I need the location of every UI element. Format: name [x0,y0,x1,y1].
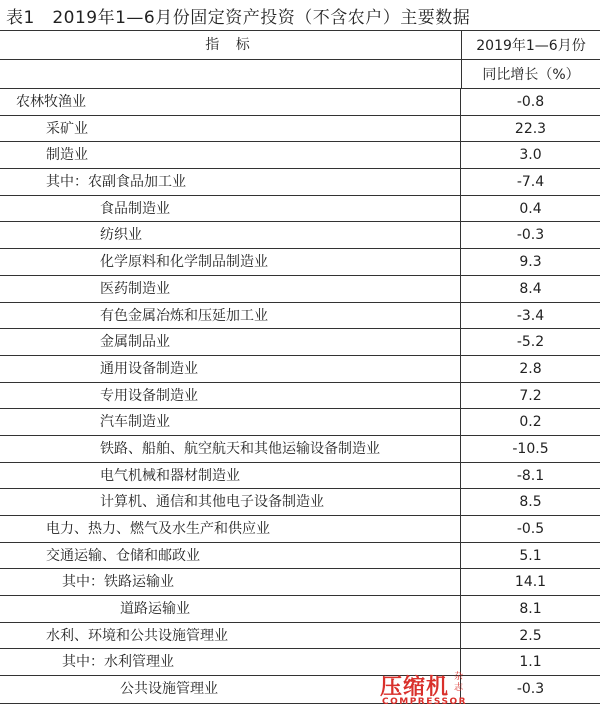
table-row [0,169,600,196]
indicator-name: 医药制造业 [0,276,461,302]
table-row [0,303,600,330]
growth-value: 14.1 [514,574,547,591]
table-body [0,89,600,703]
table-row [0,623,600,650]
growth-value: 0.2 [519,414,542,431]
indicator-name: 其中：水利管理业 [0,649,461,675]
growth-value: 8.4 [519,280,542,297]
indicator-name: 汽车制造业 [0,409,461,435]
indicator-name: 制造业 [0,142,461,168]
table-header [0,31,600,89]
indicator-name: 农林牧渔业 [0,89,461,115]
indicator-name: 铁路、船舶、航空航天和其他运输设备制造业 [0,436,461,462]
growth-value: -3.4 [516,307,545,324]
table-row [0,329,600,356]
growth-value: 0.4 [519,200,542,217]
table-row [0,116,600,143]
indicator-name: 化学原料和化学制品制造业 [0,249,461,275]
indicator-name: 水利、环境和公共设施管理业 [0,623,461,649]
growth-value: -0.8 [516,94,545,110]
table-row [0,356,600,383]
growth-value: -0.3 [516,227,545,244]
table-row [0,569,600,596]
table-row [0,676,600,703]
indicator-name: 电气机械和器材制造业 [0,463,461,489]
table-row [0,383,600,410]
growth-value: 3.0 [519,147,542,164]
growth-value: 8.1 [519,601,542,618]
table-row [0,516,600,543]
table-row [0,196,600,223]
growth-value: -10.5 [512,440,549,457]
header-divider [462,59,600,60]
table-row [0,142,600,169]
growth-value: 7.2 [519,387,542,404]
indicator-header [0,31,462,88]
growth-value: -0.5 [516,521,545,537]
growth-value: 22.3 [514,120,547,137]
indicator-name: 通用设备制造业 [0,356,461,382]
table-row [0,463,600,490]
indicator-name: 有色金属冶炼和压延加工业 [0,303,461,329]
indicator-header-label: 指 标 [205,37,256,53]
data-table [0,30,600,704]
table-row [0,222,600,249]
indicator-name: 其中：农副食品加工业 [0,169,461,195]
indicator-name: 公共设施管理业 [0,676,461,703]
growth-value: -7.4 [516,174,545,191]
indicator-name: 食品制造业 [0,196,461,222]
indicator-name: 计算机、通信和其他电子设备制造业 [0,489,461,515]
table-row [0,649,600,676]
growth-value: -0.3 [516,681,545,698]
growth-value: 8.5 [519,494,542,511]
period-label: 2019年1—6月份 [476,38,586,54]
indicator-name: 纺织业 [0,222,461,248]
table-row [0,276,600,303]
watermark-main: 压缩机 [380,675,450,700]
header-divider [0,59,461,60]
indicator-name: 专用设备制造业 [0,383,461,409]
table-row [0,436,600,463]
table-row [0,489,600,516]
indicator-name: 金属制品业 [0,329,461,355]
table-title: 表1 2019年1—6月份固定资产投资（不含农户）主要数据 [6,8,471,28]
growth-value: 2.8 [519,360,542,377]
growth-value: 1.1 [519,654,542,671]
indicator-name: 采矿业 [0,116,461,142]
indicator-name: 道路运输业 [0,596,461,622]
watermark-side: 杂志 [454,672,464,693]
growth-value: 2.5 [519,627,542,644]
table-row [0,596,600,623]
table-row [0,89,600,116]
indicator-name: 交通运输、仓储和邮政业 [0,543,461,569]
growth-value: -8.1 [516,467,545,484]
compressor-watermark-logo [380,670,480,722]
indicator-name: 其中：铁路运输业 [0,569,461,595]
growth-label: 同比增长（%） [482,67,580,83]
table-row [0,249,600,276]
table-row [0,543,600,570]
growth-value: 9.3 [519,254,542,271]
growth-value: -5.2 [516,334,545,351]
growth-value: 5.1 [519,547,542,564]
table-row [0,409,600,436]
value-header [462,31,600,88]
indicator-name: 电力、热力、燃气及水生产和供应业 [0,516,461,542]
watermark-sub: COMPRESSOR [382,697,468,707]
